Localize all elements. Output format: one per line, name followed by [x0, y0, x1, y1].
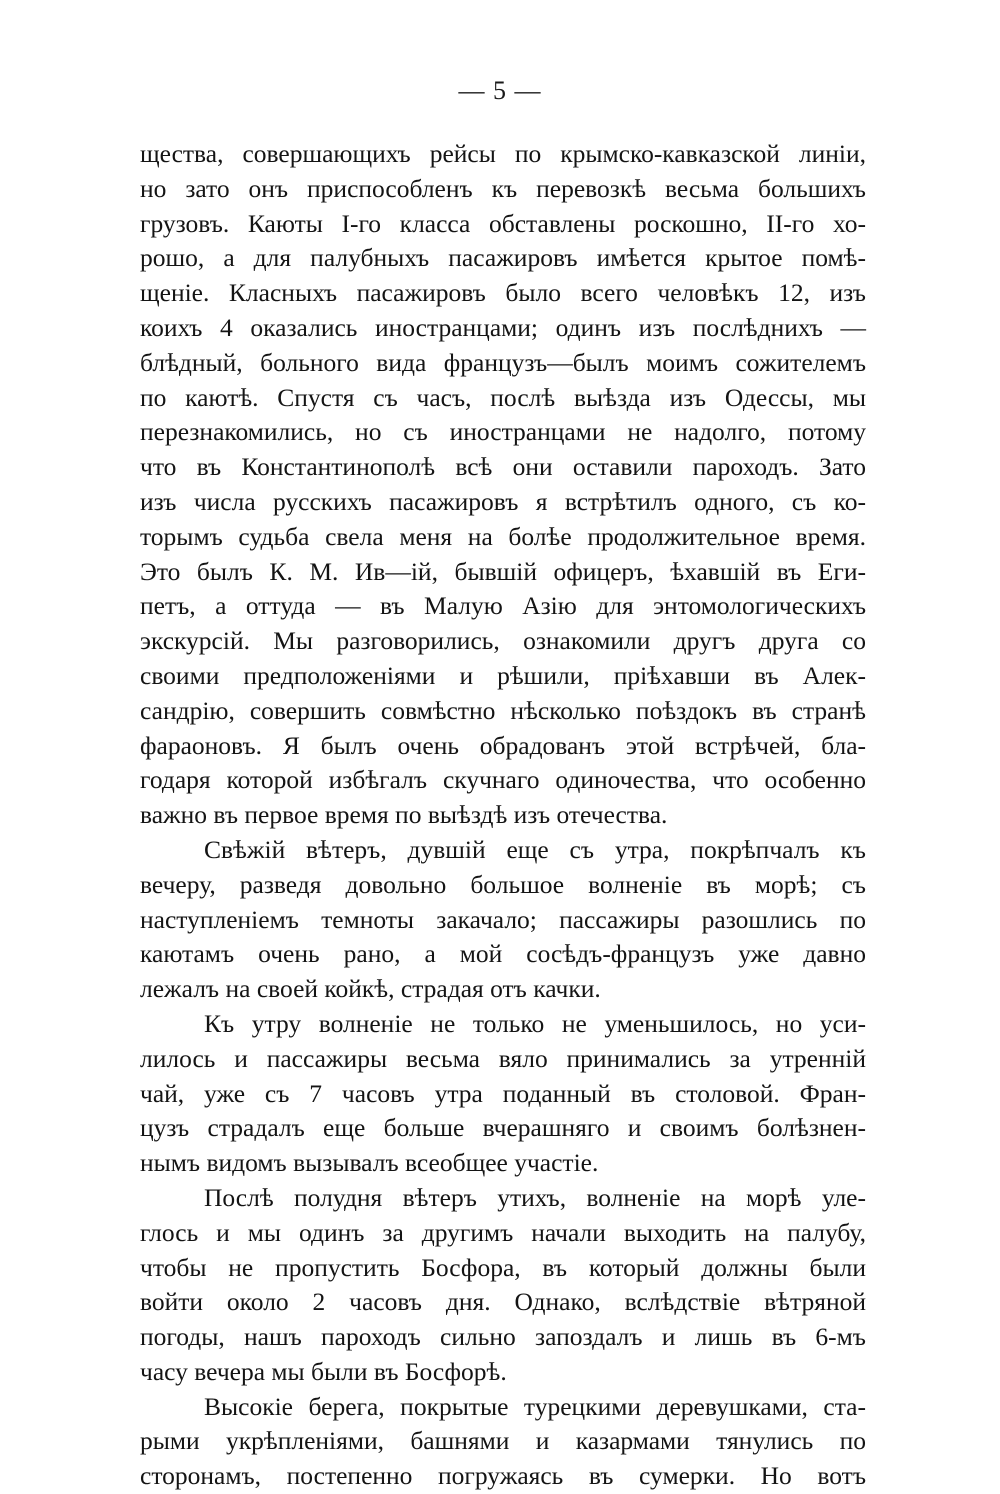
text-line: нымъ видомъ вызывалъ всеобщее участіе. — [140, 1148, 599, 1178]
text-line: Свѣжій вѣтеръ, дувшій еще съ утра, покрѣпчалъ къ — [204, 834, 866, 864]
text-line: Высокіе берега, покрытые турецкими деревушками, ста- — [204, 1391, 866, 1421]
text-line: чай, уже съ 7 часовъ утра поданный въ столовой. Фран- — [140, 1078, 866, 1108]
text-line: погоды, нашъ пароходъ сильно запоздалъ и лишь въ 6-мъ — [140, 1322, 866, 1352]
text-line: сандрію, совершить совмѣстно нѣсколько поѣздокъ въ странѣ — [140, 695, 866, 725]
text-line: перезнакомились, но съ иностранцами не надолго, потому — [140, 417, 866, 447]
text-line: годаря которой избѣгалъ скучнаго одиночества, что особенно — [140, 765, 866, 795]
body-text — [140, 137, 866, 1494]
text-line: коихъ 4 оказались иностранцами; одинъ изъ послѣднихъ — — [140, 312, 866, 342]
text-line: по каютѣ. Спустя съ часъ, послѣ выѣзда изъ Одессы, мы — [140, 382, 866, 412]
text-line: что въ Константинополѣ всѣ они оставили пароходъ. Зато — [140, 452, 866, 482]
text-line: блѣдный, больного вида французъ—былъ моимъ сожителемъ — [140, 347, 866, 377]
text-line: Это былъ К. М. Ив—ій, бывшій офицеръ, ѣхавшій въ Еги- — [140, 556, 866, 586]
text-line: важно въ первое время по выѣздѣ изъ отечества. — [140, 800, 668, 830]
text-line: лилось и пассажиры весьма вяло принимались за утренній — [140, 1043, 866, 1073]
text-line: изъ числа русскихъ пасажировъ я встрѣтилъ одного, съ ко- — [140, 486, 866, 516]
text-line: часу вечера мы были въ Босфорѣ. — [140, 1356, 507, 1386]
text-line: Послѣ полудня вѣтеръ утихъ, волненіе на морѣ уле- — [204, 1182, 866, 1212]
text-line: но зато онъ приспособленъ къ перевозкѣ весьма большихъ — [140, 173, 866, 203]
text-line: лежалъ на своей койкѣ, страдая отъ качки. — [140, 974, 601, 1004]
page-number: — 5 — — [458, 76, 542, 105]
text-line: рошо, а для палубныхъ пасажировъ имѣется крытое помѣ- — [140, 243, 866, 273]
text-line: щества, совершающихъ рейсы по крымско-кавказской линіи, — [140, 139, 866, 168]
text-line: грузовъ. Каюты I-го класса обставлены роскошно, II-го хо- — [140, 208, 866, 238]
text-line: торымъ судьба свела меня на болѣе продолжительное время. — [140, 521, 866, 551]
text-line: рыми укрѣпленіями, башнями и казармами тянулись по — [140, 1426, 866, 1456]
text-line: цузъ страдалъ еще больше вчерашняго и своимъ болѣзнен- — [140, 1113, 866, 1143]
text-line: щеніе. Класныхъ пасажировъ было всего человѣкъ 12, изъ — [140, 278, 866, 308]
text-line: своими предположеніями и рѣшили, пріѣхавши въ Алек- — [140, 660, 866, 690]
text-line: петъ, а оттуда — въ Малую Азію для энтомологическихъ — [140, 591, 866, 621]
text-line: каютамъ очень рано, а мой сосѣдъ-французъ уже давно — [140, 939, 866, 969]
text-line: сторонамъ, постепенно погружаясь въ сумерки. Но вотъ — [140, 1461, 866, 1491]
text-line: наступленіемъ темноты закачало; пассажиры разошлись по — [140, 904, 866, 934]
text-line: чтобы не пропустить Босфора, въ который должны были — [140, 1252, 866, 1282]
text-line: экскурсій. Мы разговорились, ознакомили другъ друга со — [140, 626, 866, 656]
text-line: Къ утру волненіе не только не уменьшилось, но уси- — [204, 1008, 866, 1038]
text-line: войти около 2 часовъ дня. Однако, вслѣдствіе вѣтряной — [140, 1287, 866, 1317]
text-line: фараоновъ. Я былъ очень обрадованъ этой встрѣчей, бла- — [140, 730, 866, 760]
text-line: глось и мы одинъ за другимъ начали выходить на палубу, — [140, 1217, 866, 1247]
text-line: вечеру, разведя довольно большое волненіе въ морѣ; съ — [140, 869, 866, 899]
